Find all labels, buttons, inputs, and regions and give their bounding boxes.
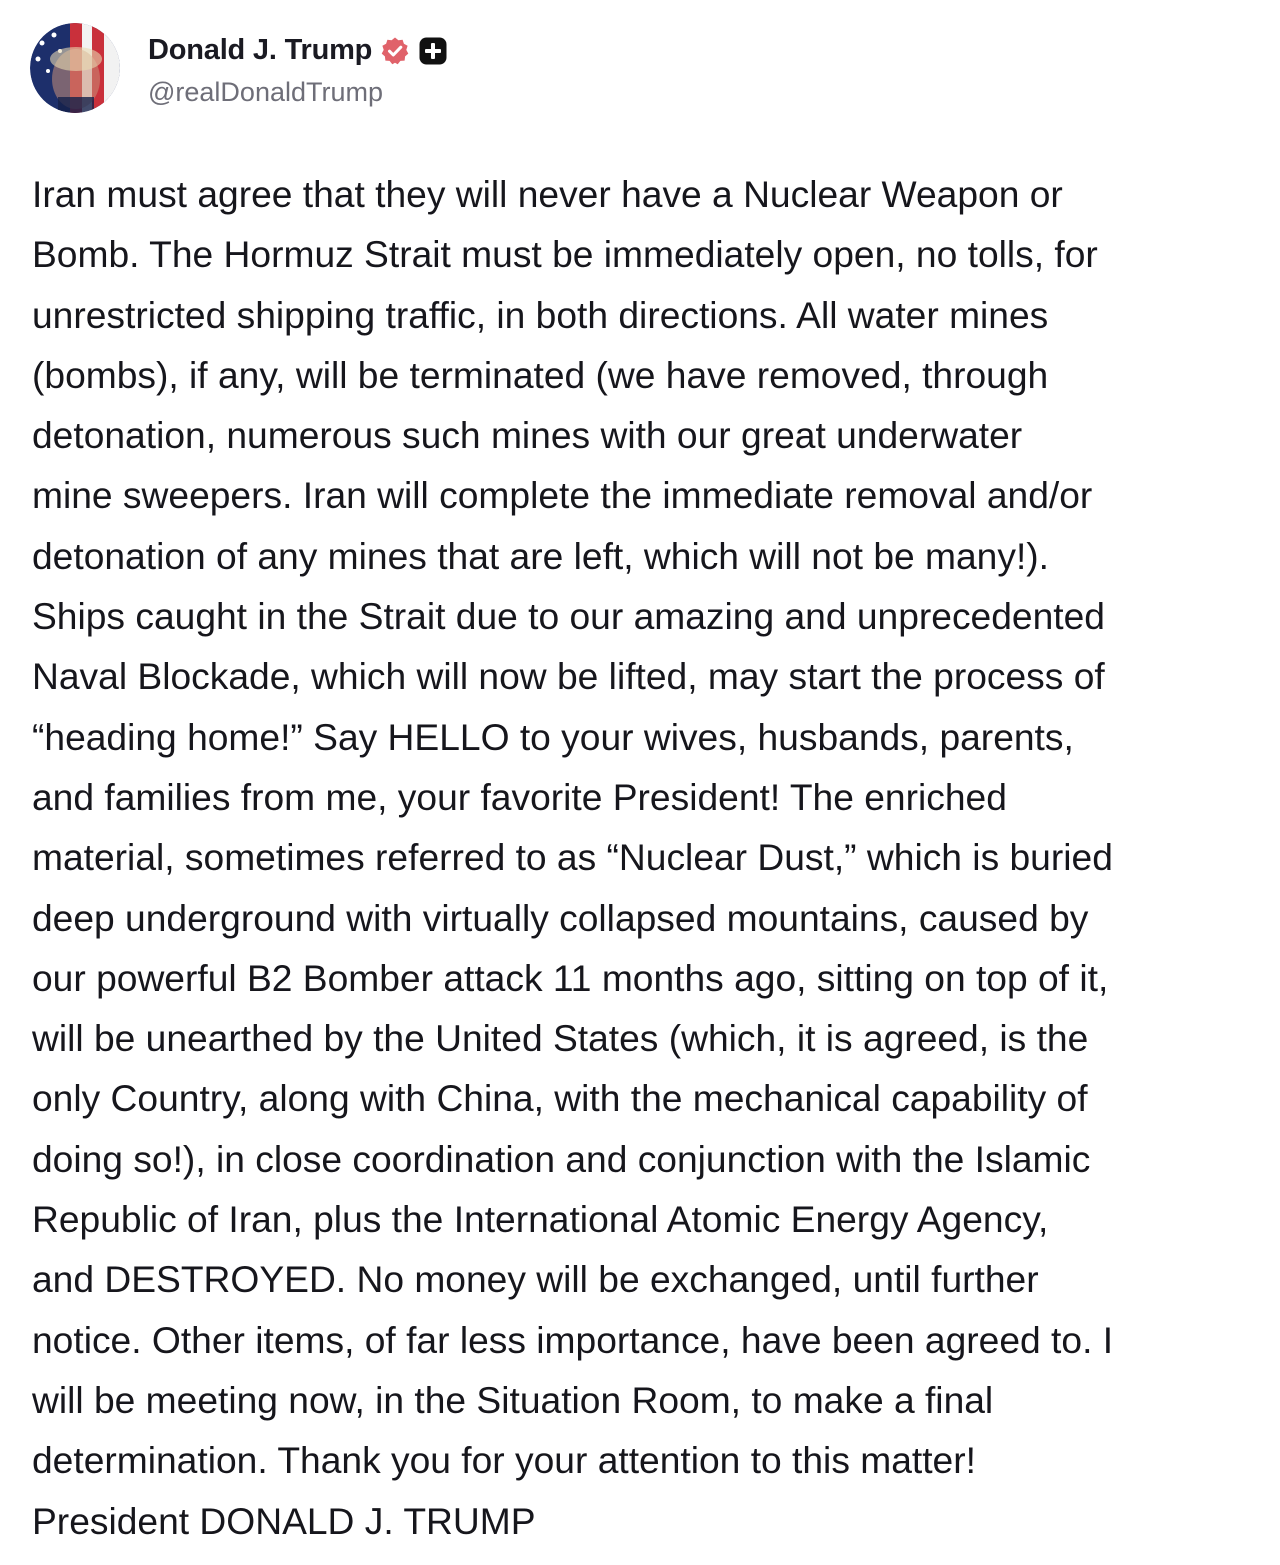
post-line: will be unearthed by the United States (which, it is agreed, is the [32,1017,1089,1060]
avatar[interactable] [30,23,120,113]
post-signature: President DONALD J. TRUMP [32,1499,536,1542]
post-line: deep underground with virtually collapsed mountains, caused by [32,896,1089,939]
user-handle[interactable]: @realDonaldTrump [148,76,383,107]
post-line: Naval Blockade, which will now be lifted, may start the process of [32,655,1105,698]
post-line: material, sometimes referred to as “Nuclear Dust,” which is buried [32,836,1113,879]
post-line: and DESTROYED. No money will be exchanged, until further [32,1258,1039,1301]
post-line: (bombs), if any, will be terminated (we have removed, through [32,353,1049,396]
post-header [30,22,448,114]
post-line: and families from me, your favorite President! The enriched [32,775,1007,818]
verified-badge-icon [380,36,410,66]
post-line: “heading home!” Say HELLO to your wives, husbands, parents, [32,715,1074,758]
post-line: Bomb. The Hormuz Strait must be immediately open, no tolls, for [32,233,1098,276]
post-line: detonation, numerous such mines with our great underwater [32,414,1023,457]
post-line: doing so!), in close coordination and conjunction with the Islamic [32,1137,1091,1180]
post-line: unrestricted shipping traffic, in both directions. All water mines [32,293,1049,336]
post-line: Iran must agree that they will never have a Nuclear Weapon or [32,173,1063,215]
display-name[interactable]: Donald J. Trump [148,34,373,66]
post-line: notice. Other items, of far less importance, have been agreed to. I [32,1318,1114,1361]
post-line: determination. Thank you for your attention to this matter! [32,1439,976,1482]
post-line: detonation of any mines that are left, which will not be many!). [32,534,1049,577]
post-line: mine sweepers. Iran will complete the immediate removal and/or [32,474,1093,517]
post-body [32,164,1252,1551]
post-line: our powerful B2 Bomber attack 11 months ago, sitting on top of it, [32,956,1109,999]
post-line: Ships caught in the Strait due to our amazing and unprecedented [32,595,1105,638]
name-row [148,29,448,73]
avatar-image [30,23,120,113]
post-line: Republic of Iran, plus the International Atomic Energy Agency, [32,1198,1049,1241]
plus-badge-icon [418,36,448,66]
author-names [148,29,448,108]
post-line: only Country, along with China, with the mechanical capability of [32,1077,1088,1120]
post-line: will be meeting now, in the Situation Room, to make a final [32,1378,994,1421]
